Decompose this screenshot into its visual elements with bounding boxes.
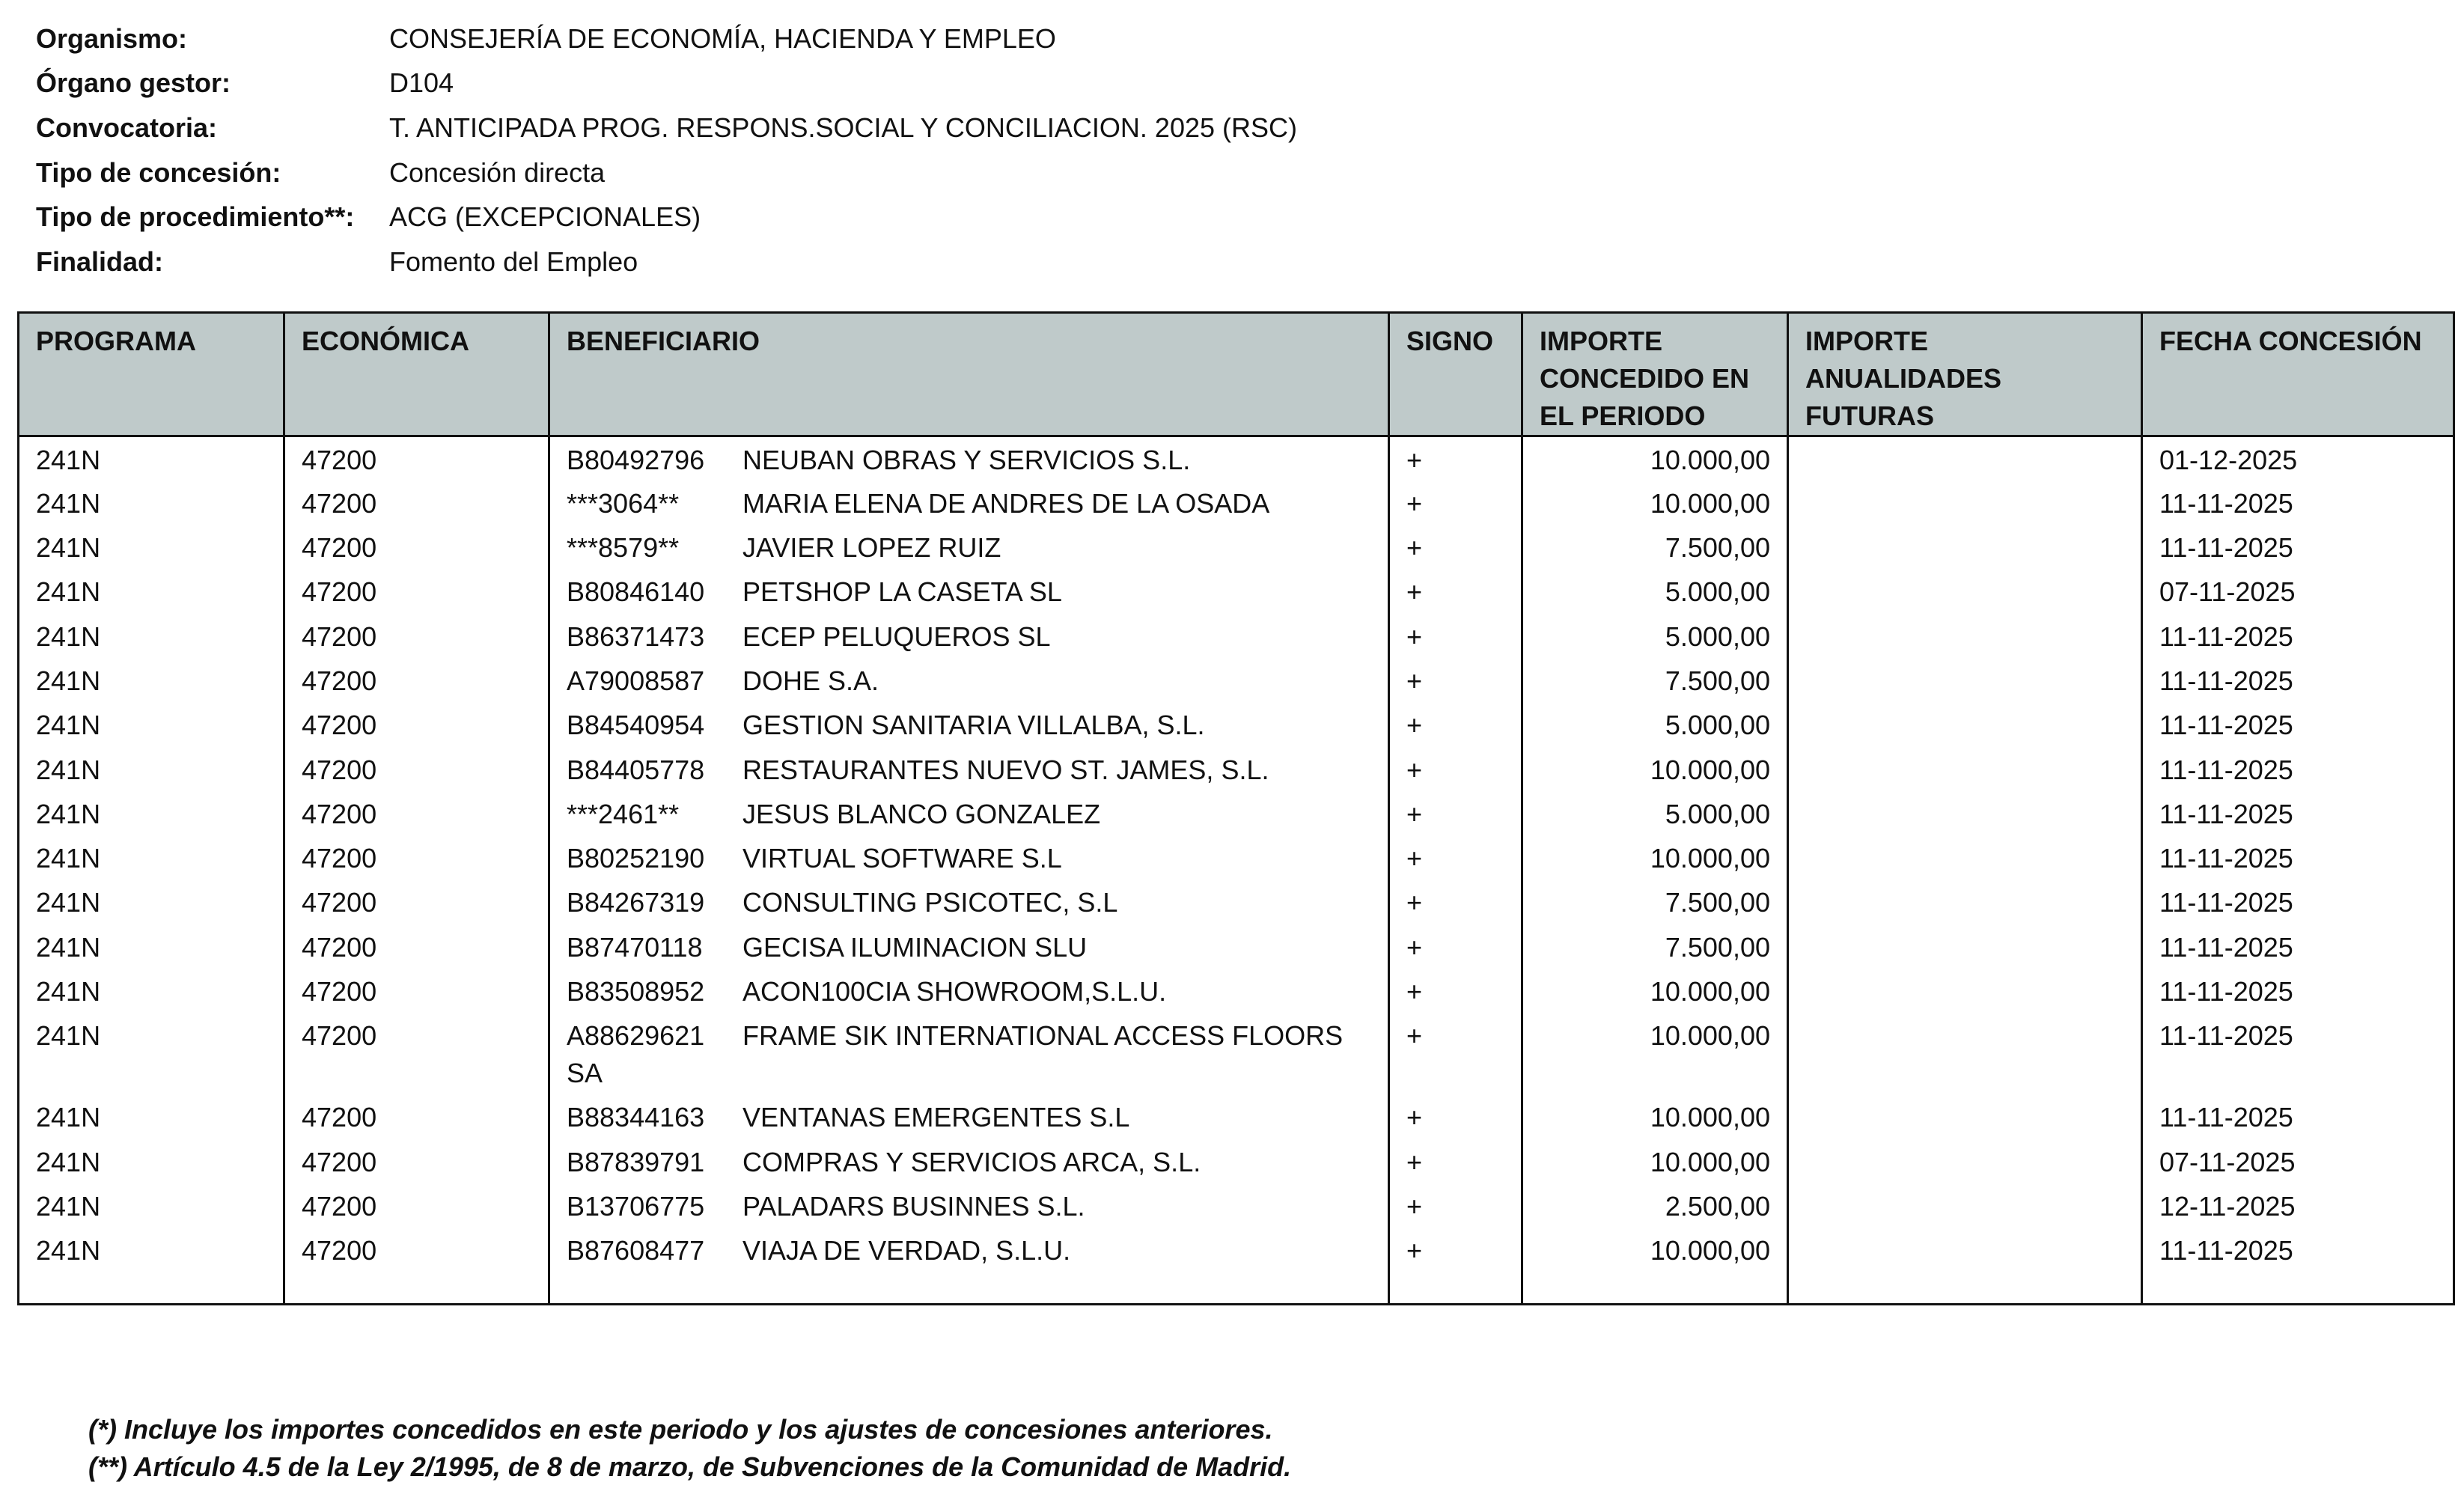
cell-signo: + bbox=[1389, 835, 1522, 880]
cell-signo: + bbox=[1389, 525, 1522, 569]
cell-programa: 241N bbox=[19, 702, 284, 746]
cell-signo: + bbox=[1389, 1013, 1522, 1094]
cell-economica: 47200 bbox=[284, 569, 549, 613]
cell-economica: 47200 bbox=[284, 791, 549, 835]
cell-signo: + bbox=[1389, 481, 1522, 525]
table-row bbox=[19, 835, 2454, 880]
cell-importe-concedido: 5.000,00 bbox=[1522, 702, 1788, 746]
cell-anualidades-futuras bbox=[1788, 1183, 2142, 1228]
beneficiario-nif: A79008587 bbox=[567, 665, 705, 696]
meta-organo-gestor bbox=[36, 61, 2281, 106]
cell-beneficiario bbox=[549, 1139, 1389, 1183]
cell-fecha-concesion: 11-11-2025 bbox=[2142, 969, 2454, 1013]
beneficiario-nombre: MARIA ELENA DE ANDRES DE LA OSADA bbox=[742, 487, 1270, 519]
beneficiario-nombre: VIRTUAL SOFTWARE S.L bbox=[742, 843, 1062, 874]
cell-signo: + bbox=[1389, 880, 1522, 924]
cell-signo: + bbox=[1389, 1139, 1522, 1183]
beneficiario-nif: ***2461** bbox=[567, 798, 680, 829]
cell-programa: 241N bbox=[19, 569, 284, 613]
cell-signo: + bbox=[1389, 1183, 1522, 1228]
cell-beneficiario bbox=[549, 747, 1389, 791]
cell-signo: + bbox=[1389, 569, 1522, 613]
header-line: EL PERIODO bbox=[1540, 400, 1706, 431]
cell-importe-concedido: 10.000,00 bbox=[1522, 1139, 1788, 1183]
cell-importe-concedido: 7.500,00 bbox=[1522, 924, 1788, 969]
header-programa: PROGRAMA bbox=[19, 313, 284, 436]
cell-programa: 241N bbox=[19, 525, 284, 569]
cell-importe-concedido: 7.500,00 bbox=[1522, 880, 1788, 924]
cell-signo: + bbox=[1389, 1228, 1522, 1272]
cell-signo: + bbox=[1389, 702, 1522, 746]
cell-importe-concedido: 10.000,00 bbox=[1522, 969, 1788, 1013]
beneficiario-nif: ***3064** bbox=[567, 487, 680, 519]
meta-label: Tipo de concesión: bbox=[36, 156, 281, 188]
table-row bbox=[19, 791, 2454, 835]
cell-economica: 47200 bbox=[284, 436, 549, 481]
beneficiario-nombre: ECEP PELUQUEROS SL bbox=[742, 621, 1051, 652]
cell-beneficiario bbox=[549, 835, 1389, 880]
beneficiario-nif: ***8579** bbox=[567, 532, 680, 564]
beneficiario-nif: B84540954 bbox=[567, 710, 705, 741]
cell-fecha-concesion: 11-11-2025 bbox=[2142, 481, 2454, 525]
beneficiario-nombre: PALADARS BUSINNES S.L. bbox=[742, 1190, 1085, 1222]
beneficiario-nombre: VENTANAS EMERGENTES S.L bbox=[742, 1102, 1130, 1133]
cell-importe-concedido: 10.000,00 bbox=[1522, 835, 1788, 880]
cell-importe-concedido: 10.000,00 bbox=[1522, 1013, 1788, 1094]
cell-signo: + bbox=[1389, 969, 1522, 1013]
cell-anualidades-futuras bbox=[1788, 569, 2142, 613]
cell-economica: 47200 bbox=[284, 1094, 549, 1138]
cell-signo: + bbox=[1389, 924, 1522, 969]
cell-signo: + bbox=[1389, 658, 1522, 702]
cell-programa: 241N bbox=[19, 1013, 284, 1094]
cell-economica: 47200 bbox=[284, 835, 549, 880]
cell-beneficiario bbox=[549, 525, 1389, 569]
cell-importe-concedido: 7.500,00 bbox=[1522, 525, 1788, 569]
beneficiario-nif: A88629621 bbox=[567, 1020, 705, 1052]
cell-fecha-concesion: 11-11-2025 bbox=[2142, 614, 2454, 658]
cell-programa: 241N bbox=[19, 1183, 284, 1228]
beneficiario-nombre: JESUS BLANCO GONZALEZ bbox=[742, 798, 1101, 829]
beneficiario-nombre: NEUBAN OBRAS Y SERVICIOS S.L. bbox=[742, 445, 1191, 475]
table-row bbox=[19, 658, 2454, 702]
table-row bbox=[19, 614, 2454, 658]
table-row bbox=[19, 880, 2454, 924]
meta-value: ACG (EXCEPCIONALES) bbox=[389, 201, 701, 233]
table-row bbox=[19, 1228, 2454, 1272]
cell-signo: + bbox=[1389, 747, 1522, 791]
cell-importe-concedido: 2.500,00 bbox=[1522, 1183, 1788, 1228]
cell-anualidades-futuras bbox=[1788, 702, 2142, 746]
table-row bbox=[19, 969, 2454, 1013]
cell-anualidades-futuras bbox=[1788, 525, 2142, 569]
cell-importe-concedido: 5.000,00 bbox=[1522, 791, 1788, 835]
meta-label: Tipo de procedimiento**: bbox=[36, 201, 355, 233]
cell-anualidades-futuras bbox=[1788, 835, 2142, 880]
meta-label: Organismo: bbox=[36, 22, 188, 54]
meta-tipo-concesion bbox=[36, 150, 2281, 195]
meta-label: Convocatoria: bbox=[36, 112, 218, 143]
table-header-row bbox=[19, 313, 2454, 436]
meta-finalidad bbox=[36, 240, 2281, 284]
meta-value: Fomento del Empleo bbox=[389, 246, 638, 277]
header-line: CONCEDIDO EN bbox=[1540, 363, 1750, 394]
beneficiario-nif: B80252190 bbox=[567, 843, 705, 874]
cell-economica: 47200 bbox=[284, 658, 549, 702]
cell-fecha-concesion: 11-11-2025 bbox=[2142, 791, 2454, 835]
cell-programa: 241N bbox=[19, 791, 284, 835]
cell-importe-concedido: 10.000,00 bbox=[1522, 747, 1788, 791]
table-row bbox=[19, 1183, 2454, 1228]
beneficiario-nombre: GECISA ILUMINACION SLU bbox=[742, 931, 1088, 963]
cell-programa: 241N bbox=[19, 924, 284, 969]
cell-beneficiario bbox=[549, 880, 1389, 924]
cell-programa: 241N bbox=[19, 1228, 284, 1272]
beneficiario-nif: B83508952 bbox=[567, 976, 705, 1008]
cell-programa: 241N bbox=[19, 658, 284, 702]
cell-anualidades-futuras bbox=[1788, 481, 2142, 525]
cell-beneficiario bbox=[549, 481, 1389, 525]
cell-economica: 47200 bbox=[284, 1183, 549, 1228]
cell-fecha-concesion: 07-11-2025 bbox=[2142, 569, 2454, 613]
meta-label: Órgano gestor: bbox=[36, 67, 231, 99]
cell-anualidades-futuras bbox=[1788, 658, 2142, 702]
header-anualidades-futuras bbox=[1788, 313, 2142, 436]
cell-beneficiario bbox=[549, 436, 1389, 481]
cell-economica: 47200 bbox=[284, 525, 549, 569]
cell-fecha-concesion: 11-11-2025 bbox=[2142, 924, 2454, 969]
beneficiario-nombre: DOHE S.A. bbox=[742, 665, 879, 696]
header-line: IMPORTE bbox=[1540, 326, 1663, 356]
cell-programa: 241N bbox=[19, 436, 284, 481]
cell-anualidades-futuras bbox=[1788, 747, 2142, 791]
table-row bbox=[19, 1139, 2454, 1183]
beneficiario-nombre: FRAME SIK INTERNATIONAL ACCESS FLOORS SA bbox=[567, 1020, 1344, 1089]
cell-economica: 47200 bbox=[284, 880, 549, 924]
beneficiario-nif: B87470118 bbox=[567, 931, 703, 963]
beneficiario-nombre: ACON100CIA SHOWROOM,S.L.U. bbox=[742, 976, 1167, 1008]
table-body bbox=[19, 436, 2454, 1305]
table-row bbox=[19, 436, 2454, 481]
header-beneficiario: BENEFICIARIO bbox=[549, 313, 1389, 436]
cell-economica: 47200 bbox=[284, 481, 549, 525]
beneficiario-nif: B84405778 bbox=[567, 754, 705, 785]
cell-beneficiario bbox=[549, 924, 1389, 969]
cell-fecha-concesion: 11-11-2025 bbox=[2142, 880, 2454, 924]
table-row bbox=[19, 525, 2454, 569]
cell-programa: 241N bbox=[19, 1139, 284, 1183]
meta-organismo bbox=[36, 16, 2281, 61]
cell-fecha-concesion: 11-11-2025 bbox=[2142, 525, 2454, 569]
cell-beneficiario bbox=[549, 569, 1389, 613]
table-row bbox=[19, 1094, 2454, 1138]
cell-programa: 241N bbox=[19, 969, 284, 1013]
cell-fecha-concesion: 11-11-2025 bbox=[2142, 747, 2454, 791]
cell-economica: 47200 bbox=[284, 1139, 549, 1183]
header-line: IMPORTE bbox=[1805, 326, 1929, 356]
cell-economica: 47200 bbox=[284, 969, 549, 1013]
table-row bbox=[19, 747, 2454, 791]
cell-beneficiario bbox=[549, 969, 1389, 1013]
beneficiario-nombre: VIAJA DE VERDAD, S.L.U. bbox=[742, 1235, 1071, 1266]
cell-signo: + bbox=[1389, 614, 1522, 658]
cell-anualidades-futuras bbox=[1788, 436, 2142, 481]
beneficiario-nif: B88344163 bbox=[567, 1102, 705, 1133]
meta-value: CONSEJERÍA DE ECONOMÍA, HACIENDA Y EMPLEO bbox=[389, 22, 1056, 54]
table-row bbox=[19, 924, 2454, 969]
cell-programa: 241N bbox=[19, 880, 284, 924]
cell-beneficiario bbox=[549, 702, 1389, 746]
cell-anualidades-futuras bbox=[1788, 1228, 2142, 1272]
beneficiario-nif: B86371473 bbox=[567, 621, 705, 652]
cell-anualidades-futuras bbox=[1788, 1013, 2142, 1094]
cell-fecha-concesion: 11-11-2025 bbox=[2142, 835, 2454, 880]
cell-importe-concedido: 10.000,00 bbox=[1522, 436, 1788, 481]
cell-fecha-concesion: 12-11-2025 bbox=[2142, 1183, 2454, 1228]
beneficiario-nombre: JAVIER LOPEZ RUIZ bbox=[742, 532, 1001, 564]
cell-fecha-concesion: 11-11-2025 bbox=[2142, 1094, 2454, 1138]
cell-fecha-concesion: 11-11-2025 bbox=[2142, 702, 2454, 746]
cell-beneficiario bbox=[549, 1183, 1389, 1228]
meta-value: D104 bbox=[389, 67, 454, 99]
footnote-1: (*) Incluye los importes concedidos en este periodo y los ajustes de concesiones anteriores. bbox=[88, 1414, 1273, 1445]
meta-label: Finalidad: bbox=[36, 246, 163, 277]
cell-economica: 47200 bbox=[284, 1013, 549, 1094]
meta-tipo-procedimiento bbox=[36, 195, 2281, 240]
meta-convocatoria bbox=[36, 106, 2281, 150]
cell-economica: 47200 bbox=[284, 747, 549, 791]
cell-signo: + bbox=[1389, 791, 1522, 835]
cell-beneficiario bbox=[549, 1013, 1389, 1094]
beneficiario-nif: B80492796 bbox=[567, 445, 705, 475]
cell-beneficiario bbox=[549, 1228, 1389, 1272]
cell-importe-concedido: 5.000,00 bbox=[1522, 569, 1788, 613]
meta-value: Concesión directa bbox=[389, 156, 606, 188]
beneficiario-nif: B87608477 bbox=[567, 1235, 705, 1266]
cell-beneficiario bbox=[549, 1094, 1389, 1138]
beneficiario-nombre: GESTION SANITARIA VILLALBA, S.L. bbox=[742, 710, 1205, 741]
cell-anualidades-futuras bbox=[1788, 614, 2142, 658]
cell-anualidades-futuras bbox=[1788, 924, 2142, 969]
cell-beneficiario bbox=[549, 658, 1389, 702]
cell-programa: 241N bbox=[19, 481, 284, 525]
cell-programa: 241N bbox=[19, 614, 284, 658]
footnote-2: (**) Artículo 4.5 de la Ley 2/1995, de 8 de marzo, de Subvenciones de la Comunidad de Madrid. bbox=[88, 1451, 1292, 1482]
header-importe-concedido bbox=[1522, 313, 1788, 436]
header-signo: SIGNO bbox=[1389, 313, 1522, 436]
cell-beneficiario bbox=[549, 614, 1389, 658]
cell-anualidades-futuras bbox=[1788, 880, 2142, 924]
beneficiario-nif: B13706775 bbox=[567, 1190, 705, 1222]
cell-fecha-concesion: 11-11-2025 bbox=[2142, 658, 2454, 702]
cell-anualidades-futuras bbox=[1788, 791, 2142, 835]
beneficiario-nif: B80846140 bbox=[567, 576, 705, 608]
header-line: FUTURAS bbox=[1805, 400, 1934, 431]
cell-fecha-concesion: 01-12-2025 bbox=[2142, 436, 2454, 481]
cell-anualidades-futuras bbox=[1788, 1139, 2142, 1183]
cell-importe-concedido: 10.000,00 bbox=[1522, 1228, 1788, 1272]
beneficiario-nombre: RESTAURANTES NUEVO ST. JAMES, S.L. bbox=[742, 754, 1269, 785]
beneficiario-nif: B84267319 bbox=[567, 887, 705, 918]
cell-economica: 47200 bbox=[284, 1228, 549, 1272]
cell-fecha-concesion: 07-11-2025 bbox=[2142, 1139, 2454, 1183]
cell-anualidades-futuras bbox=[1788, 1094, 2142, 1138]
cell-fecha-concesion: 11-11-2025 bbox=[2142, 1228, 2454, 1272]
cell-economica: 47200 bbox=[284, 702, 549, 746]
cell-fecha-concesion: 11-11-2025 bbox=[2142, 1013, 2454, 1094]
grants-table bbox=[17, 311, 2455, 1305]
cell-anualidades-futuras bbox=[1788, 969, 2142, 1013]
beneficiario-nombre: PETSHOP LA CASETA SL bbox=[742, 576, 1062, 608]
beneficiario-nombre: CONSULTING PSICOTEC, S.L bbox=[742, 887, 1118, 918]
cell-signo: + bbox=[1389, 436, 1522, 481]
cell-importe-concedido: 5.000,00 bbox=[1522, 614, 1788, 658]
header-line: ANUALIDADES bbox=[1805, 363, 2002, 394]
meta-value: T. ANTICIPADA PROG. RESPONS.SOCIAL Y CONCILIACION. 2025 (RSC) bbox=[389, 112, 1297, 143]
cell-programa: 241N bbox=[19, 1094, 284, 1138]
cell-economica: 47200 bbox=[284, 614, 549, 658]
cell-beneficiario bbox=[549, 791, 1389, 835]
cell-signo: + bbox=[1389, 1094, 1522, 1138]
document-metadata bbox=[36, 16, 2281, 284]
cell-economica: 47200 bbox=[284, 924, 549, 969]
header-fecha-concesion: FECHA CONCESIÓN bbox=[2142, 313, 2454, 436]
table-filler-row bbox=[19, 1272, 2454, 1305]
cell-importe-concedido: 10.000,00 bbox=[1522, 1094, 1788, 1138]
table-row bbox=[19, 569, 2454, 613]
table-row bbox=[19, 1013, 2454, 1094]
header-economica: ECONÓMICA bbox=[284, 313, 549, 436]
table-row bbox=[19, 702, 2454, 746]
cell-importe-concedido: 7.500,00 bbox=[1522, 658, 1788, 702]
beneficiario-nombre: COMPRAS Y SERVICIOS ARCA, S.L. bbox=[742, 1146, 1201, 1177]
table-row bbox=[19, 481, 2454, 525]
beneficiario-nif: B87839791 bbox=[567, 1146, 705, 1177]
cell-importe-concedido: 10.000,00 bbox=[1522, 481, 1788, 525]
cell-programa: 241N bbox=[19, 835, 284, 880]
footnotes bbox=[88, 1411, 1291, 1486]
cell-programa: 241N bbox=[19, 747, 284, 791]
